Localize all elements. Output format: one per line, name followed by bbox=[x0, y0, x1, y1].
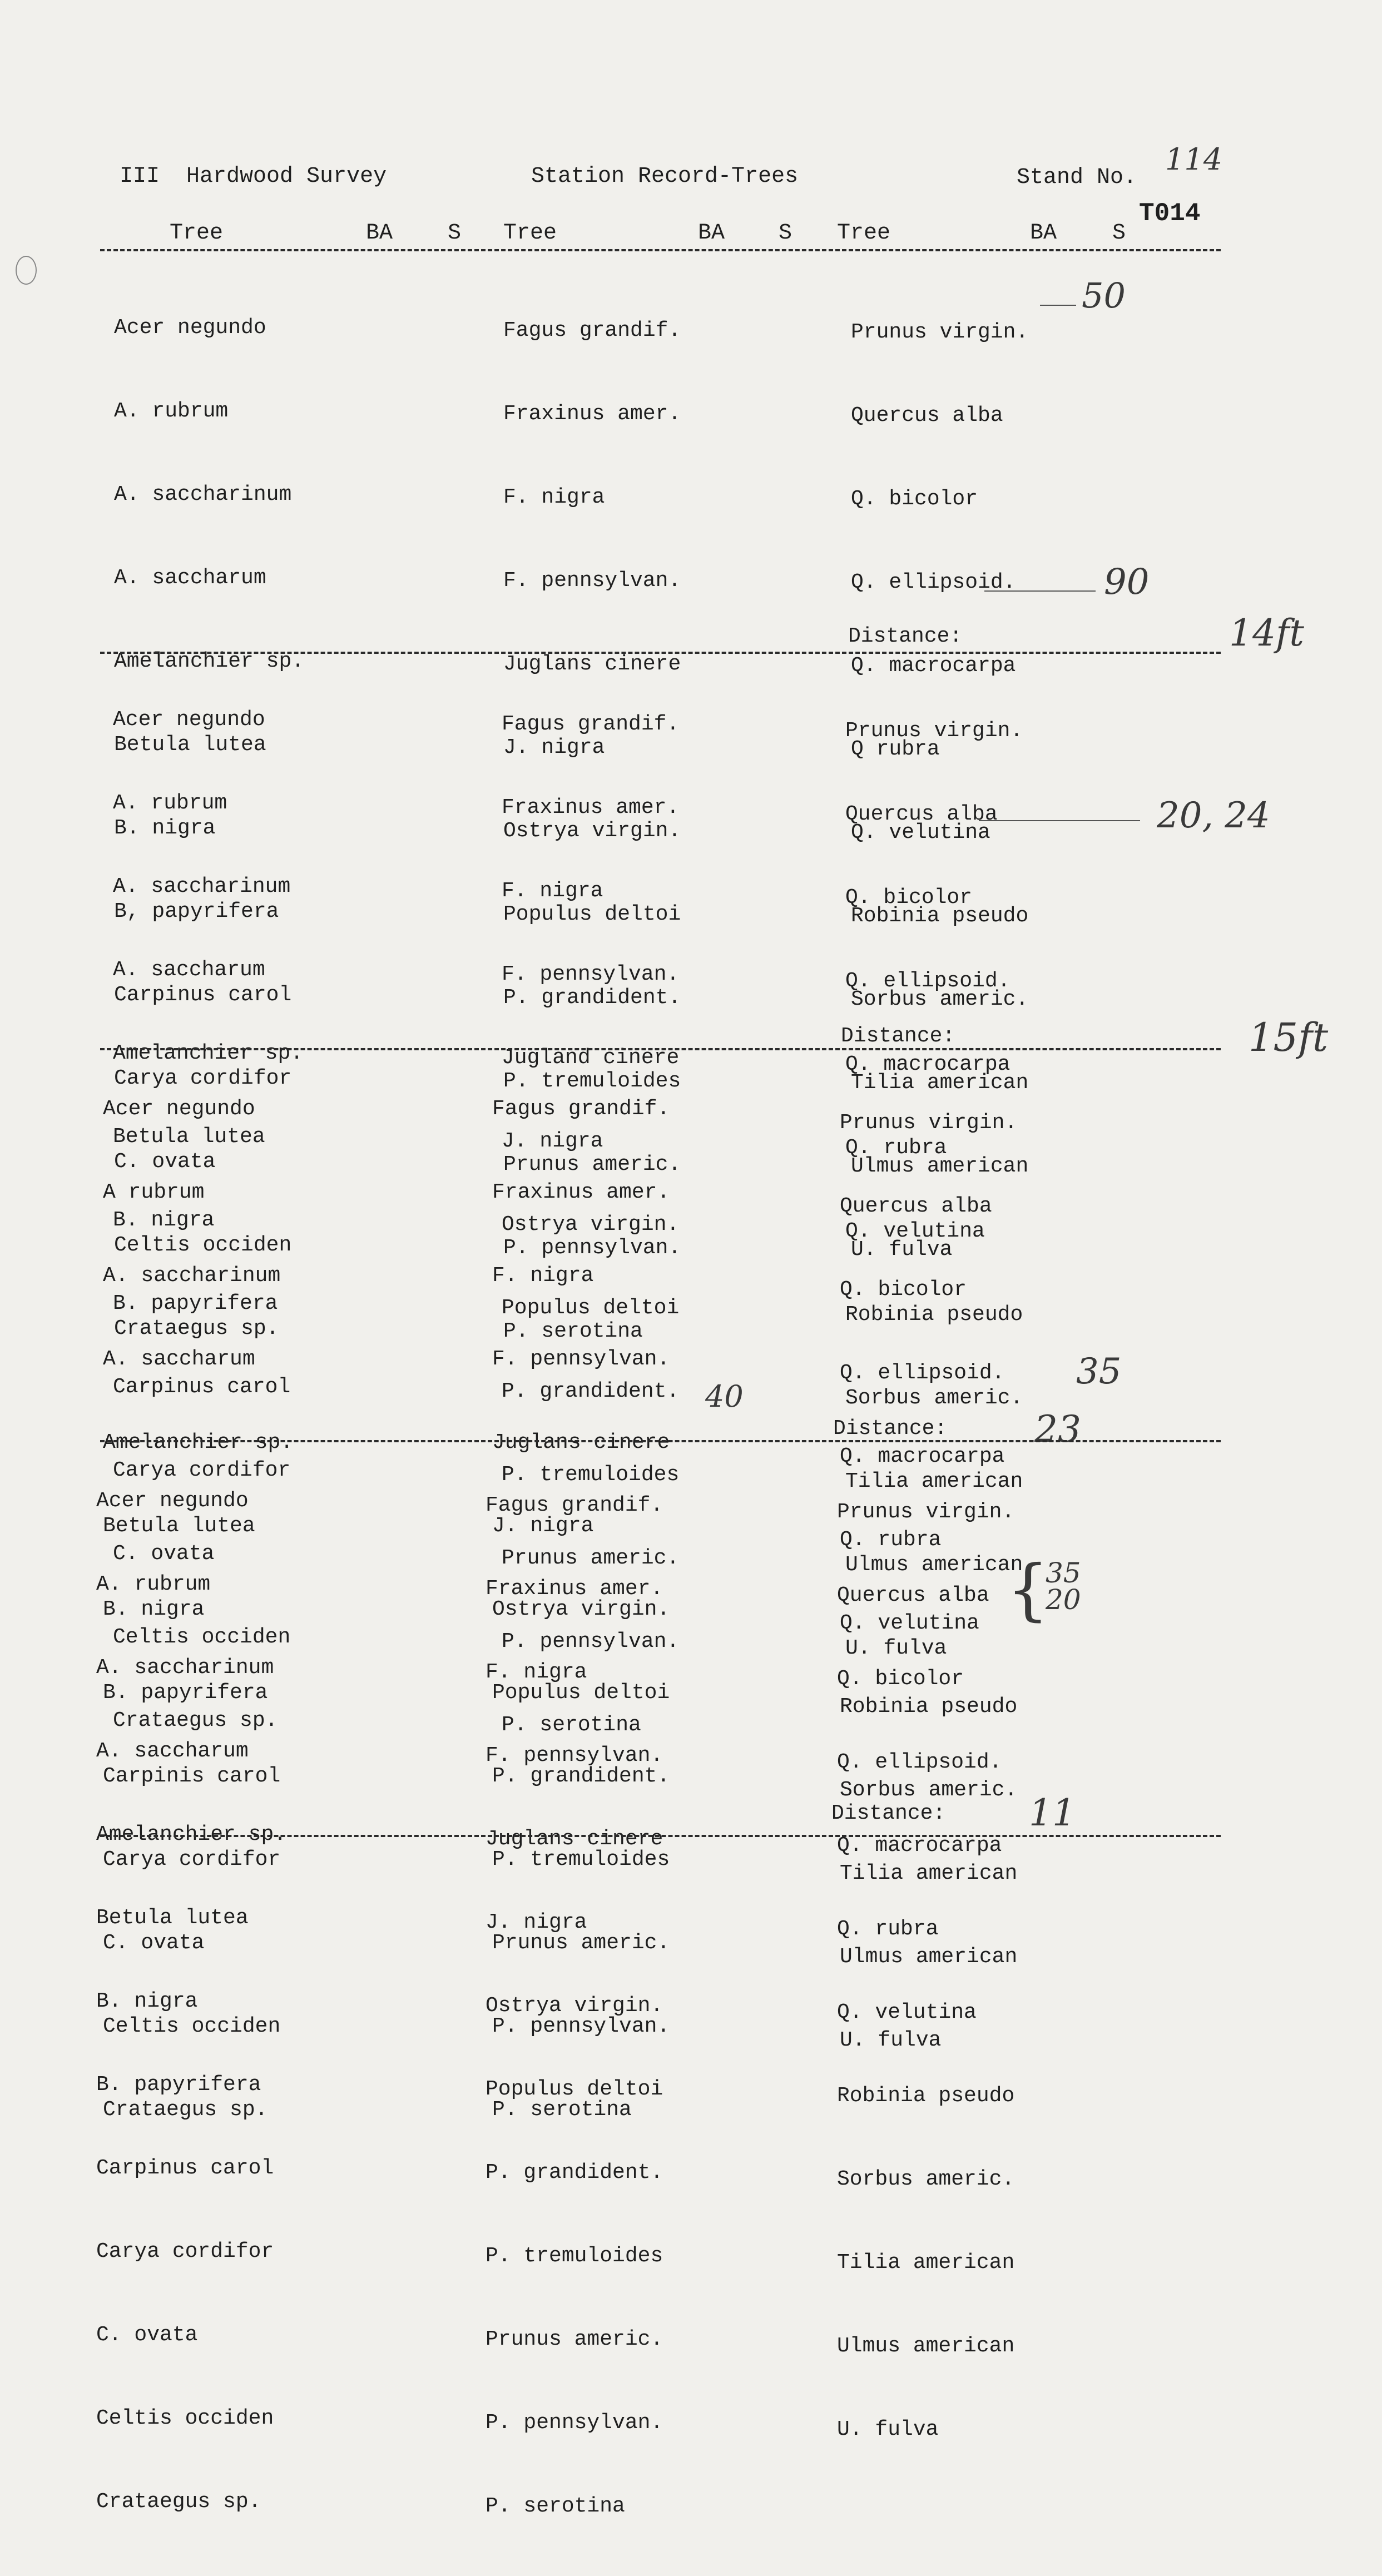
note-line bbox=[984, 590, 1096, 592]
note-line bbox=[979, 820, 1140, 821]
list-item: Celtis occiden bbox=[103, 2014, 281, 2038]
list-item: Ulmus american bbox=[845, 1553, 1023, 1577]
list-item: Robinia pseudo bbox=[840, 1695, 1018, 1719]
distance-value: 14ft bbox=[1229, 612, 1304, 654]
list-item: Quercus alba bbox=[845, 802, 998, 826]
list-item: Q. rubra bbox=[840, 1528, 942, 1552]
list-item: Q. ellipsoid. bbox=[845, 969, 1011, 993]
list-item: Ostrya virgin. bbox=[486, 1994, 663, 2018]
list-item: F. pennsylvan. bbox=[492, 1347, 670, 1371]
survey-title: III Hardwood Survey bbox=[120, 164, 387, 189]
distance-value: 15ft bbox=[1249, 1015, 1329, 1060]
list-item: F. nigra bbox=[503, 485, 605, 509]
list-item: Acer negundo bbox=[103, 1097, 255, 1121]
list-item: Ostrya virgin. bbox=[492, 1597, 670, 1621]
list-item: B. nigra bbox=[96, 1989, 198, 2013]
list-item: P. pennsylvan. bbox=[486, 2411, 663, 2435]
col3-s-header: S bbox=[1112, 221, 1126, 246]
distance-label: Distance: bbox=[848, 624, 963, 648]
list-item: Q. macrocarpa bbox=[837, 1834, 1002, 1858]
list-item: Carya cordifor bbox=[103, 1848, 281, 1872]
list-item: Robinia pseudo bbox=[845, 1303, 1023, 1327]
list-item: Celtis occiden bbox=[113, 1625, 291, 1649]
list-item: P. grandident. bbox=[503, 986, 681, 1010]
list-item: Betula lutea bbox=[114, 733, 266, 757]
list-item: Q. ellipsoid. bbox=[837, 1750, 1002, 1774]
list-item: Celtis occiden bbox=[114, 1233, 292, 1257]
list-item: P. tremuloides bbox=[503, 1069, 681, 1093]
list-item: Q. bicolor bbox=[837, 1667, 964, 1691]
list-item: F. pennsylvan. bbox=[486, 1744, 663, 1768]
list-item: Fraxinus amer. bbox=[492, 1180, 670, 1204]
list-item: Carpinis carol bbox=[103, 1764, 281, 1788]
col3-tree-header: Tree bbox=[837, 221, 891, 246]
list-item: Carya cordifor bbox=[114, 1066, 292, 1090]
list-item: Carpinus carol bbox=[113, 1375, 291, 1399]
list-item: Juglans cinere bbox=[486, 1827, 663, 1851]
list-item: Sorbus americ. bbox=[851, 987, 1029, 1011]
distance-label: Distance: bbox=[831, 1801, 946, 1825]
list-item: A. saccharinum bbox=[114, 483, 292, 507]
list-item: C. ovata bbox=[96, 2323, 198, 2347]
list-item: Carya cordifor bbox=[96, 2240, 274, 2264]
list-item: Acer negundo bbox=[96, 1489, 249, 1513]
list-item: P. tremuloides bbox=[502, 1463, 680, 1487]
list-item: J. nigra bbox=[492, 1514, 594, 1538]
list-item: A. saccharum bbox=[103, 1347, 255, 1371]
list-item: Populus deltoi bbox=[503, 902, 681, 926]
list-item: Tilia american bbox=[845, 1470, 1023, 1493]
list-item: P. grandident. bbox=[502, 1379, 680, 1403]
list-item: A. rubrum bbox=[113, 791, 227, 815]
list-item: Quercus alba bbox=[851, 404, 1003, 428]
list-item: Ostrya virgin. bbox=[502, 1213, 680, 1237]
list-item: Prunus americ. bbox=[492, 1931, 670, 1955]
list-item: Q. velutina bbox=[840, 1611, 979, 1635]
list-item: Crataegus sp. bbox=[103, 2098, 268, 2122]
list-item: Amelanchier sp. bbox=[114, 649, 305, 673]
list-item: Fagus grandif. bbox=[486, 1493, 663, 1517]
list-item: Juglans cinere bbox=[503, 652, 681, 676]
col3-ba-header: BA bbox=[1030, 221, 1057, 246]
list-item: Prunus virgin. bbox=[840, 1111, 1018, 1135]
list-item: A. saccharum bbox=[113, 958, 265, 982]
handwritten-note: 35 bbox=[1046, 1557, 1081, 1589]
list-item: Q. rubra bbox=[837, 1917, 939, 1941]
note-line bbox=[1040, 305, 1076, 306]
list-item: Amelanchier sp. bbox=[113, 1041, 304, 1065]
list-item: Prunus virgin. bbox=[845, 719, 1023, 743]
col1-s-header: S bbox=[448, 221, 462, 246]
list-item: Juglans cinere bbox=[492, 1431, 670, 1455]
list-item: A. saccharinum bbox=[96, 1656, 274, 1680]
handwritten-note: 50 bbox=[1082, 275, 1126, 316]
list-item: P. serotina bbox=[503, 1319, 643, 1343]
record-title: Station Record-Trees bbox=[531, 164, 799, 189]
list-item: A. rubrum bbox=[114, 399, 229, 423]
list-item: Q. macrocarpa bbox=[845, 1053, 1011, 1076]
divider-bottom bbox=[100, 1835, 1221, 1837]
list-item: Prunus virgin. bbox=[851, 320, 1029, 344]
list-item: Betula lutea bbox=[96, 1906, 249, 1930]
list-item: B. nigra bbox=[103, 1597, 205, 1621]
list-item: C. ovata bbox=[113, 1542, 215, 1566]
block4-col1 bbox=[96, 1432, 286, 2572]
list-item: Fagus grandif. bbox=[502, 712, 680, 736]
block4-col3 bbox=[837, 1443, 1014, 2499]
list-item: Q. macrocarpa bbox=[840, 1445, 1005, 1468]
list-item: P. tremuloides bbox=[486, 2244, 663, 2268]
list-item: Q. velutina bbox=[851, 821, 990, 845]
list-item: P. serotina bbox=[492, 2098, 632, 2122]
stand-label: Stand No. bbox=[1017, 165, 1137, 190]
list-item: Q. rubra bbox=[845, 1136, 947, 1160]
list-item: Ulmus american bbox=[851, 1154, 1029, 1178]
col2-tree-header: Tree bbox=[503, 221, 557, 246]
list-item: Prunus virgin. bbox=[837, 1500, 1015, 1524]
list-item: Prunus americ. bbox=[503, 1153, 681, 1177]
list-item: C. ovata bbox=[114, 1150, 216, 1174]
list-item: Acer negundo bbox=[113, 708, 265, 732]
list-item: Fagus grandif. bbox=[492, 1097, 670, 1121]
list-item: A. rubrum bbox=[96, 1572, 211, 1596]
list-item: Quercus alba bbox=[840, 1194, 992, 1218]
list-item: F. nigra bbox=[502, 879, 603, 903]
list-item: Prunus americ. bbox=[502, 1546, 680, 1570]
list-item: U. fulva bbox=[851, 1238, 953, 1262]
list-item: J. nigra bbox=[486, 1910, 587, 1934]
list-item: Crataegus sp. bbox=[114, 1317, 279, 1341]
list-item: J. nigra bbox=[502, 1129, 603, 1153]
list-item: Q. bicolor bbox=[845, 886, 973, 910]
list-item: P. grandident. bbox=[486, 2161, 663, 2185]
list-item: Quercus alba bbox=[837, 1584, 989, 1607]
col2-s-header: S bbox=[779, 221, 792, 246]
list-item: U. fulva bbox=[845, 1636, 947, 1660]
list-item: Carpinus carol bbox=[96, 2156, 274, 2180]
stand-number-handwritten: 114 bbox=[1165, 142, 1223, 177]
handwritten-note: 40 bbox=[705, 1379, 744, 1414]
list-item: Ulmus american bbox=[837, 2334, 1015, 2358]
list-item: U. fulva bbox=[840, 2028, 942, 2052]
list-item: Q. bicolor bbox=[851, 487, 978, 511]
list-item: B. papyrifera bbox=[96, 2073, 261, 2097]
list-item: B, papyrifera bbox=[114, 900, 279, 924]
list-item: Q rubra bbox=[851, 737, 940, 761]
divider-top bbox=[100, 249, 1221, 251]
list-item: P. pennsylvan. bbox=[502, 1630, 680, 1654]
list-item: Betula lutea bbox=[103, 1514, 255, 1538]
list-item: U. fulva bbox=[837, 2418, 939, 2441]
handwritten-note: 20 bbox=[1046, 1584, 1081, 1616]
list-item: A. saccharinum bbox=[113, 875, 291, 899]
list-item: Populus deltoi bbox=[502, 1296, 680, 1320]
distance-value: 23 bbox=[1034, 1408, 1081, 1451]
list-item: Q. bicolor bbox=[840, 1278, 967, 1302]
list-item: Sorbus americ. bbox=[845, 1386, 1023, 1410]
brace-mark: { bbox=[1007, 1551, 1049, 1629]
stand-number-stamp: T014 bbox=[1139, 199, 1201, 228]
list-item: Sorbus americ. bbox=[837, 2167, 1015, 2191]
distance-label: Distance: bbox=[833, 1417, 948, 1441]
list-item: Ostrya virgin. bbox=[503, 819, 681, 843]
list-item: F. nigra bbox=[486, 1660, 587, 1684]
list-item: P. serotina bbox=[486, 2494, 625, 2518]
list-item: Fraxinus amer. bbox=[486, 1577, 663, 1601]
list-item: J. nigra bbox=[503, 736, 605, 760]
list-item: Q. ellipsoid. bbox=[851, 570, 1016, 594]
list-item: A. saccharum bbox=[96, 1739, 249, 1763]
list-item: Q. velutina bbox=[845, 1219, 985, 1243]
list-item: Prunus americ. bbox=[486, 2327, 663, 2351]
list-item: P. serotina bbox=[502, 1713, 641, 1737]
list-item: Fagus grandif. bbox=[503, 319, 681, 343]
list-item: Q. macrocarpa bbox=[851, 654, 1016, 678]
list-item: Populus deltoi bbox=[492, 1681, 670, 1705]
list-item: Tilia american bbox=[851, 1071, 1029, 1095]
list-item: P. pennsylvan. bbox=[492, 2014, 670, 2038]
list-item: B. nigra bbox=[114, 816, 216, 840]
list-item: F. pennsylvan. bbox=[503, 569, 681, 593]
handwritten-note: 90 bbox=[1104, 562, 1150, 603]
list-item: B. papyrifera bbox=[113, 1292, 278, 1316]
list-item: Robinia pseudo bbox=[851, 904, 1029, 928]
list-item: Carpinus carol bbox=[114, 983, 292, 1007]
list-item: Fraxinus amer. bbox=[502, 796, 680, 820]
list-item: P. grandident. bbox=[492, 1764, 670, 1788]
col1-ba-header: BA bbox=[366, 221, 393, 246]
handwritten-note: 35 bbox=[1076, 1351, 1122, 1392]
list-item: Acer negundo bbox=[114, 316, 266, 340]
list-item: Ulmus american bbox=[840, 1945, 1018, 1969]
list-item: B. nigra bbox=[113, 1208, 215, 1232]
list-item: F. pennsylvan. bbox=[502, 962, 680, 986]
list-item: P. tremuloides bbox=[492, 1848, 670, 1872]
distance-value: 11 bbox=[1029, 1791, 1076, 1834]
list-item: P. pennsylvan. bbox=[503, 1236, 681, 1260]
list-item: Sorbus americ. bbox=[840, 1778, 1018, 1802]
list-item: B. papyrifera bbox=[103, 1681, 268, 1705]
list-item: Amelanchier sp. bbox=[96, 1823, 287, 1847]
list-item: Celtis occiden bbox=[96, 2406, 274, 2430]
list-item: C. ovata bbox=[103, 1931, 205, 1955]
block4-col2 bbox=[486, 1436, 663, 2576]
list-item: Tilia american bbox=[840, 1862, 1018, 1885]
handwritten-note: 20, 24 bbox=[1157, 795, 1270, 836]
list-item: Jugland cinere bbox=[502, 1046, 680, 1070]
list-item: Q. velutina bbox=[837, 2001, 977, 2024]
station-block-4 bbox=[0, 1432, 1382, 2518]
list-item: A. saccharinum bbox=[103, 1264, 281, 1288]
list-item: F. nigra bbox=[492, 1264, 594, 1288]
list-item: Robinia pseudo bbox=[837, 2084, 1015, 2108]
list-item: Fraxinus amer. bbox=[503, 402, 681, 426]
distance-label: Distance: bbox=[841, 1024, 955, 1048]
col2-ba-header: BA bbox=[698, 221, 725, 246]
list-item: Populus deltoi bbox=[486, 2077, 663, 2101]
list-item: Crataegus sp. bbox=[113, 1709, 278, 1733]
list-item: Tilia american bbox=[837, 2251, 1015, 2275]
col1-tree-header: Tree bbox=[170, 221, 224, 246]
list-item: Amelanchier sp. bbox=[103, 1431, 294, 1455]
list-item: A. saccharum bbox=[114, 566, 266, 590]
list-item: Crataegus sp. bbox=[96, 2490, 261, 2514]
list-item: A rubrum bbox=[103, 1180, 205, 1204]
list-item: Carya cordifor bbox=[113, 1458, 291, 1482]
list-item: Q. ellipsoid. bbox=[840, 1361, 1005, 1385]
list-item: Betula lutea bbox=[113, 1125, 265, 1149]
